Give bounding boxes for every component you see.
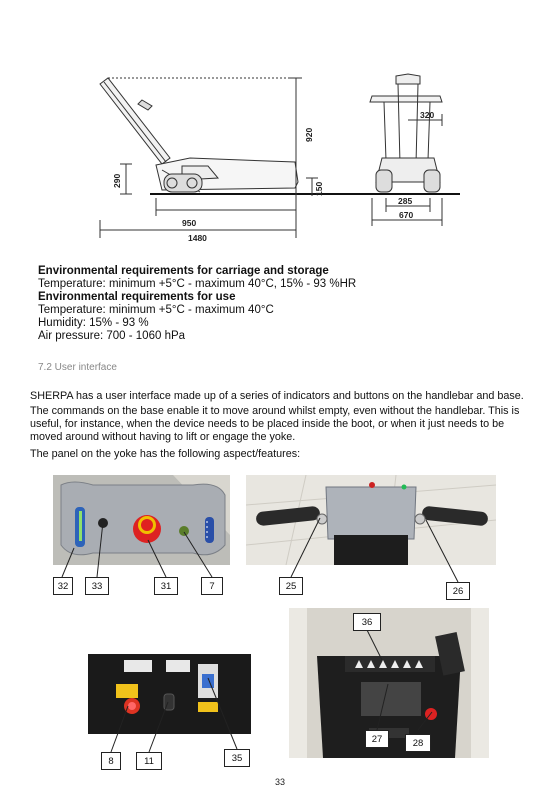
section-heading: 7.2 User interface [38,362,117,373]
dim-920: 920 [304,127,314,142]
dim-320: 320 [420,110,435,120]
paragraph-yoke-panel: The panel on the yoke has the following aspect/features: [30,448,301,460]
callout-28: 28 [405,734,431,752]
callout-36: 36 [353,613,381,631]
callout-32: 32 [53,577,73,595]
paragraph-intro: SHERPA has a user interface made up of a series of indicators and buttons on the handlebar and base. [30,390,524,402]
callout-27: 27 [365,730,389,748]
env-use-humidity: Humidity: 15% - 93 % [38,317,149,329]
callout-11: 11 [136,752,162,770]
dim-285: 285 [398,196,413,206]
env-storage-title: Environmental requirements for carriage and storage [38,265,329,277]
dim-290: 290 [112,173,122,188]
callout-8: 8 [101,752,121,770]
callout-31: 31 [154,577,178,595]
paragraph-base-commands: The commands on the base enable it to move around whilst empty, even without the handlebar. This is useful, for instance, when the device needs to be placed inside the boot, or when it just needs to be moved around without having to lift or engage the yoke. [30,405,520,443]
env-storage-temp: Temperature: minimum +5°C - maximum 40°C, 15% - 93 %HR [38,278,357,290]
dim-950: 950 [182,218,197,228]
callout-33: 33 [85,577,109,595]
callout-25: 25 [279,577,303,595]
callout-26: 26 [446,582,470,600]
dim-1480: 1480 [188,233,207,243]
callout-7: 7 [201,577,223,595]
page-number: 33 [274,777,285,787]
env-use-pressure: Air pressure: 700 - 1060 hPa [38,330,186,342]
dim-150: 150 [314,181,324,196]
callout-35: 35 [224,749,250,767]
dim-670: 670 [399,210,414,220]
env-use-title: Environmental requirements for use [38,291,236,303]
env-use-temp: Temperature: minimum +5°C - maximum 40°C [38,304,274,316]
